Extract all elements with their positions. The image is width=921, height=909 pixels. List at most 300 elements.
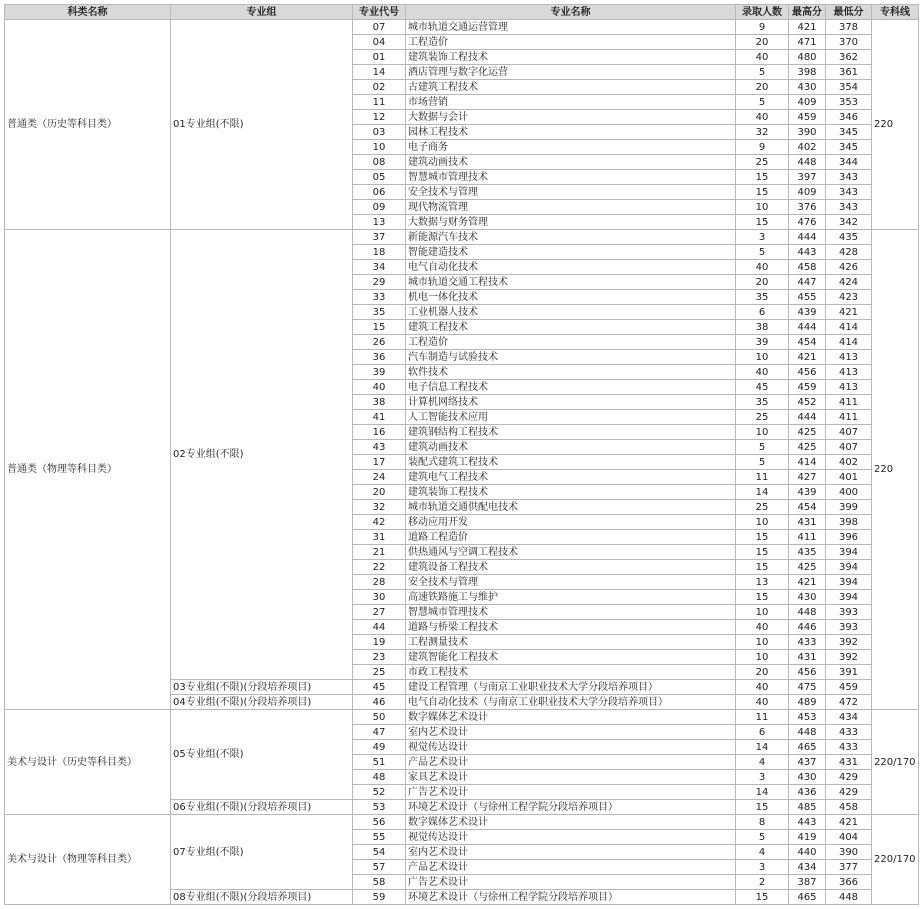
admitted-count-cell: 39 bbox=[736, 335, 789, 350]
major-name-cell: 工业机器人技术 bbox=[406, 305, 736, 320]
max-score-cell: 485 bbox=[789, 800, 826, 815]
major-name-cell: 视觉传达设计 bbox=[406, 830, 736, 845]
major-name-cell: 广告艺术设计 bbox=[406, 785, 736, 800]
major-code-cell: 38 bbox=[353, 395, 406, 410]
header-major-name: 专业名称 bbox=[406, 5, 736, 20]
major-name-cell: 移动应用开发 bbox=[406, 515, 736, 530]
major-name-cell: 建筑工程技术 bbox=[406, 320, 736, 335]
min-score-cell: 345 bbox=[826, 140, 872, 155]
major-code-cell: 45 bbox=[353, 680, 406, 695]
major-name-cell: 数字媒体艺术设计 bbox=[406, 815, 736, 830]
admitted-count-cell: 11 bbox=[736, 470, 789, 485]
admitted-count-cell: 5 bbox=[736, 245, 789, 260]
major-code-cell: 08 bbox=[353, 155, 406, 170]
max-score-cell: 443 bbox=[789, 245, 826, 260]
max-score-cell: 476 bbox=[789, 215, 826, 230]
header-group: 专业组 bbox=[171, 5, 353, 20]
major-code-cell: 41 bbox=[353, 410, 406, 425]
major-code-cell: 48 bbox=[353, 770, 406, 785]
min-score-cell: 411 bbox=[826, 395, 872, 410]
major-code-cell: 17 bbox=[353, 455, 406, 470]
major-code-cell: 23 bbox=[353, 650, 406, 665]
major-code-cell: 36 bbox=[353, 350, 406, 365]
min-score-cell: 414 bbox=[826, 320, 872, 335]
major-code-cell: 34 bbox=[353, 260, 406, 275]
max-score-cell: 402 bbox=[789, 140, 826, 155]
major-name-cell: 电子商务 bbox=[406, 140, 736, 155]
major-code-cell: 37 bbox=[353, 230, 406, 245]
major-name-cell: 智慧城市管理技术 bbox=[406, 605, 736, 620]
junior-line-cell: 220/170 bbox=[872, 815, 919, 905]
min-score-cell: 390 bbox=[826, 845, 872, 860]
min-score-cell: 378 bbox=[826, 20, 872, 35]
major-code-cell: 51 bbox=[353, 755, 406, 770]
table-row bbox=[5, 710, 919, 725]
admitted-count-cell: 3 bbox=[736, 860, 789, 875]
admitted-count-cell: 10 bbox=[736, 635, 789, 650]
major-code-cell: 02 bbox=[353, 80, 406, 95]
header-min-score: 最低分 bbox=[826, 5, 872, 20]
max-score-cell: 454 bbox=[789, 500, 826, 515]
table-body bbox=[5, 20, 919, 905]
min-score-cell: 407 bbox=[826, 440, 872, 455]
table-row bbox=[5, 815, 919, 830]
admitted-count-cell: 5 bbox=[736, 830, 789, 845]
major-code-cell: 03 bbox=[353, 125, 406, 140]
major-name-cell: 道路与桥梁工程技术 bbox=[406, 620, 736, 635]
major-name-cell: 家具艺术设计 bbox=[406, 770, 736, 785]
major-code-cell: 25 bbox=[353, 665, 406, 680]
admitted-count-cell: 5 bbox=[736, 95, 789, 110]
major-code-cell: 09 bbox=[353, 200, 406, 215]
junior-line-cell: 220 bbox=[872, 20, 919, 230]
min-score-cell: 377 bbox=[826, 860, 872, 875]
major-code-cell: 27 bbox=[353, 605, 406, 620]
major-code-cell: 13 bbox=[353, 215, 406, 230]
min-score-cell: 391 bbox=[826, 665, 872, 680]
major-name-cell: 电气自动化技术（与南京工业职业技术大学分段培养项目） bbox=[406, 695, 736, 710]
major-code-cell: 44 bbox=[353, 620, 406, 635]
group-name-cell: 02专业组(不限) bbox=[171, 230, 353, 680]
min-score-cell: 362 bbox=[826, 50, 872, 65]
admitted-count-cell: 6 bbox=[736, 305, 789, 320]
min-score-cell: 472 bbox=[826, 695, 872, 710]
admitted-count-cell: 10 bbox=[736, 350, 789, 365]
major-code-cell: 01 bbox=[353, 50, 406, 65]
min-score-cell: 354 bbox=[826, 80, 872, 95]
admitted-count-cell: 10 bbox=[736, 605, 789, 620]
min-score-cell: 421 bbox=[826, 305, 872, 320]
max-score-cell: 434 bbox=[789, 860, 826, 875]
major-code-cell: 30 bbox=[353, 590, 406, 605]
max-score-cell: 456 bbox=[789, 365, 826, 380]
major-code-cell: 18 bbox=[353, 245, 406, 260]
major-code-cell: 59 bbox=[353, 890, 406, 905]
max-score-cell: 489 bbox=[789, 695, 826, 710]
table-row bbox=[5, 20, 919, 35]
major-name-cell: 工程造价 bbox=[406, 35, 736, 50]
major-code-cell: 10 bbox=[353, 140, 406, 155]
max-score-cell: 480 bbox=[789, 50, 826, 65]
major-code-cell: 55 bbox=[353, 830, 406, 845]
max-score-cell: 387 bbox=[789, 875, 826, 890]
admitted-count-cell: 9 bbox=[736, 140, 789, 155]
admitted-count-cell: 40 bbox=[736, 680, 789, 695]
admitted-count-cell: 5 bbox=[736, 65, 789, 80]
major-name-cell: 建筑钢结构工程技术 bbox=[406, 425, 736, 440]
admitted-count-cell: 15 bbox=[736, 215, 789, 230]
admitted-count-cell: 5 bbox=[736, 455, 789, 470]
major-name-cell: 装配式建筑工程技术 bbox=[406, 455, 736, 470]
admitted-count-cell: 8 bbox=[736, 815, 789, 830]
max-score-cell: 471 bbox=[789, 35, 826, 50]
min-score-cell: 399 bbox=[826, 500, 872, 515]
major-name-cell: 电子信息工程技术 bbox=[406, 380, 736, 395]
min-score-cell: 414 bbox=[826, 335, 872, 350]
major-code-cell: 56 bbox=[353, 815, 406, 830]
max-score-cell: 453 bbox=[789, 710, 826, 725]
major-name-cell: 安全技术与管理 bbox=[406, 185, 736, 200]
major-code-cell: 12 bbox=[353, 110, 406, 125]
min-score-cell: 394 bbox=[826, 560, 872, 575]
min-score-cell: 407 bbox=[826, 425, 872, 440]
max-score-cell: 409 bbox=[789, 185, 826, 200]
major-name-cell: 建筑装饰工程技术 bbox=[406, 485, 736, 500]
admitted-count-cell: 20 bbox=[736, 665, 789, 680]
min-score-cell: 343 bbox=[826, 185, 872, 200]
min-score-cell: 393 bbox=[826, 620, 872, 635]
max-score-cell: 376 bbox=[789, 200, 826, 215]
admitted-count-cell: 13 bbox=[736, 575, 789, 590]
max-score-cell: 455 bbox=[789, 290, 826, 305]
max-score-cell: 430 bbox=[789, 770, 826, 785]
major-name-cell: 建设工程管理（与南京工业职业技术大学分段培养项目） bbox=[406, 680, 736, 695]
admitted-count-cell: 10 bbox=[736, 515, 789, 530]
category-name-cell: 普通类（历史等科目类） bbox=[5, 20, 171, 230]
admitted-count-cell: 35 bbox=[736, 290, 789, 305]
min-score-cell: 401 bbox=[826, 470, 872, 485]
major-name-cell: 建筑动画技术 bbox=[406, 155, 736, 170]
major-name-cell: 机电一体化技术 bbox=[406, 290, 736, 305]
max-score-cell: 459 bbox=[789, 110, 826, 125]
max-score-cell: 437 bbox=[789, 755, 826, 770]
max-score-cell: 421 bbox=[789, 20, 826, 35]
max-score-cell: 409 bbox=[789, 95, 826, 110]
group-name-cell: 06专业组(不限)(分段培养项目) bbox=[171, 800, 353, 815]
max-score-cell: 454 bbox=[789, 335, 826, 350]
major-code-cell: 16 bbox=[353, 425, 406, 440]
major-name-cell: 视觉传达设计 bbox=[406, 740, 736, 755]
header-major-code: 专业代号 bbox=[353, 5, 406, 20]
min-score-cell: 413 bbox=[826, 380, 872, 395]
max-score-cell: 456 bbox=[789, 665, 826, 680]
min-score-cell: 426 bbox=[826, 260, 872, 275]
max-score-cell: 452 bbox=[789, 395, 826, 410]
junior-line-cell: 220 bbox=[872, 230, 919, 710]
max-score-cell: 465 bbox=[789, 740, 826, 755]
min-score-cell: 392 bbox=[826, 635, 872, 650]
group-name-cell: 03专业组(不限)(分段培养项目) bbox=[171, 680, 353, 695]
max-score-cell: 414 bbox=[789, 455, 826, 470]
major-code-cell: 15 bbox=[353, 320, 406, 335]
admitted-count-cell: 40 bbox=[736, 50, 789, 65]
major-name-cell: 人工智能技术应用 bbox=[406, 410, 736, 425]
max-score-cell: 421 bbox=[789, 350, 826, 365]
group-name-cell: 01专业组(不限) bbox=[171, 20, 353, 230]
max-score-cell: 425 bbox=[789, 560, 826, 575]
major-name-cell: 室内艺术设计 bbox=[406, 845, 736, 860]
min-score-cell: 413 bbox=[826, 365, 872, 380]
max-score-cell: 425 bbox=[789, 440, 826, 455]
min-score-cell: 394 bbox=[826, 575, 872, 590]
admitted-count-cell: 40 bbox=[736, 260, 789, 275]
max-score-cell: 444 bbox=[789, 410, 826, 425]
max-score-cell: 475 bbox=[789, 680, 826, 695]
admitted-count-cell: 15 bbox=[736, 545, 789, 560]
min-score-cell: 421 bbox=[826, 815, 872, 830]
major-code-cell: 40 bbox=[353, 380, 406, 395]
admitted-count-cell: 11 bbox=[736, 710, 789, 725]
major-code-cell: 33 bbox=[353, 290, 406, 305]
group-name-cell: 07专业组(不限) bbox=[171, 815, 353, 890]
max-score-cell: 446 bbox=[789, 620, 826, 635]
category-name-cell: 美术与设计（历史等科目类） bbox=[5, 710, 171, 815]
major-name-cell: 建筑动画技术 bbox=[406, 440, 736, 455]
max-score-cell: 440 bbox=[789, 845, 826, 860]
major-code-cell: 29 bbox=[353, 275, 406, 290]
major-code-cell: 14 bbox=[353, 65, 406, 80]
max-score-cell: 435 bbox=[789, 545, 826, 560]
max-score-cell: 459 bbox=[789, 380, 826, 395]
admitted-count-cell: 40 bbox=[736, 695, 789, 710]
admitted-count-cell: 9 bbox=[736, 20, 789, 35]
admitted-count-cell: 14 bbox=[736, 785, 789, 800]
min-score-cell: 394 bbox=[826, 545, 872, 560]
major-name-cell: 城市轨道交通工程技术 bbox=[406, 275, 736, 290]
admitted-count-cell: 32 bbox=[736, 125, 789, 140]
admitted-count-cell: 45 bbox=[736, 380, 789, 395]
min-score-cell: 429 bbox=[826, 785, 872, 800]
major-name-cell: 市场营销 bbox=[406, 95, 736, 110]
admitted-count-cell: 25 bbox=[736, 155, 789, 170]
major-code-cell: 19 bbox=[353, 635, 406, 650]
max-score-cell: 448 bbox=[789, 605, 826, 620]
major-name-cell: 智慧城市管理技术 bbox=[406, 170, 736, 185]
admitted-count-cell: 10 bbox=[736, 200, 789, 215]
max-score-cell: 447 bbox=[789, 275, 826, 290]
major-code-cell: 43 bbox=[353, 440, 406, 455]
major-name-cell: 软件技术 bbox=[406, 365, 736, 380]
header-category: 科类名称 bbox=[5, 5, 171, 20]
admissions-table bbox=[4, 4, 919, 905]
admitted-count-cell: 15 bbox=[736, 800, 789, 815]
major-name-cell: 数字媒体艺术设计 bbox=[406, 710, 736, 725]
min-score-cell: 435 bbox=[826, 230, 872, 245]
major-code-cell: 31 bbox=[353, 530, 406, 545]
major-code-cell: 22 bbox=[353, 560, 406, 575]
min-score-cell: 413 bbox=[826, 350, 872, 365]
min-score-cell: 402 bbox=[826, 455, 872, 470]
major-name-cell: 产品艺术设计 bbox=[406, 755, 736, 770]
min-score-cell: 343 bbox=[826, 200, 872, 215]
min-score-cell: 458 bbox=[826, 800, 872, 815]
admitted-count-cell: 15 bbox=[736, 530, 789, 545]
min-score-cell: 394 bbox=[826, 590, 872, 605]
min-score-cell: 433 bbox=[826, 740, 872, 755]
max-score-cell: 443 bbox=[789, 815, 826, 830]
major-name-cell: 工程造价 bbox=[406, 335, 736, 350]
major-code-cell: 58 bbox=[353, 875, 406, 890]
admitted-count-cell: 10 bbox=[736, 650, 789, 665]
max-score-cell: 427 bbox=[789, 470, 826, 485]
major-name-cell: 园林工程技术 bbox=[406, 125, 736, 140]
major-name-cell: 建筑智能化工程技术 bbox=[406, 650, 736, 665]
major-name-cell: 广告艺术设计 bbox=[406, 875, 736, 890]
junior-line-cell: 220/170 bbox=[872, 710, 919, 815]
min-score-cell: 448 bbox=[826, 890, 872, 905]
major-code-cell: 20 bbox=[353, 485, 406, 500]
min-score-cell: 392 bbox=[826, 650, 872, 665]
admitted-count-cell: 15 bbox=[736, 170, 789, 185]
admitted-count-cell: 4 bbox=[736, 845, 789, 860]
max-score-cell: 436 bbox=[789, 785, 826, 800]
major-code-cell: 04 bbox=[353, 35, 406, 50]
admitted-count-cell: 2 bbox=[736, 875, 789, 890]
major-code-cell: 50 bbox=[353, 710, 406, 725]
min-score-cell: 345 bbox=[826, 125, 872, 140]
major-code-cell: 21 bbox=[353, 545, 406, 560]
admitted-count-cell: 14 bbox=[736, 485, 789, 500]
min-score-cell: 396 bbox=[826, 530, 872, 545]
max-score-cell: 448 bbox=[789, 725, 826, 740]
major-name-cell: 智能建造技术 bbox=[406, 245, 736, 260]
major-code-cell: 52 bbox=[353, 785, 406, 800]
header-admitted: 录取人数 bbox=[736, 5, 789, 20]
major-name-cell: 安全技术与管理 bbox=[406, 575, 736, 590]
min-score-cell: 398 bbox=[826, 515, 872, 530]
admitted-count-cell: 25 bbox=[736, 410, 789, 425]
min-score-cell: 366 bbox=[826, 875, 872, 890]
major-name-cell: 现代物流管理 bbox=[406, 200, 736, 215]
min-score-cell: 353 bbox=[826, 95, 872, 110]
max-score-cell: 465 bbox=[789, 890, 826, 905]
major-name-cell: 供热通风与空调工程技术 bbox=[406, 545, 736, 560]
admitted-count-cell: 15 bbox=[736, 560, 789, 575]
max-score-cell: 444 bbox=[789, 320, 826, 335]
major-name-cell: 市政工程技术 bbox=[406, 665, 736, 680]
min-score-cell: 361 bbox=[826, 65, 872, 80]
admitted-count-cell: 20 bbox=[736, 35, 789, 50]
major-code-cell: 24 bbox=[353, 470, 406, 485]
major-name-cell: 计算机网络技术 bbox=[406, 395, 736, 410]
header-max-score: 最高分 bbox=[789, 5, 826, 20]
group-name-cell: 05专业组(不限) bbox=[171, 710, 353, 800]
group-name-cell: 04专业组(不限)(分段培养项目) bbox=[171, 695, 353, 710]
min-score-cell: 429 bbox=[826, 770, 872, 785]
major-name-cell: 汽车制造与试验技术 bbox=[406, 350, 736, 365]
major-name-cell: 城市轨道交通运营管理 bbox=[406, 20, 736, 35]
major-name-cell: 建筑设备工程技术 bbox=[406, 560, 736, 575]
major-name-cell: 新能源汽车技术 bbox=[406, 230, 736, 245]
major-code-cell: 05 bbox=[353, 170, 406, 185]
category-name-cell: 普通类（物理等科目类） bbox=[5, 230, 171, 710]
max-score-cell: 433 bbox=[789, 635, 826, 650]
max-score-cell: 444 bbox=[789, 230, 826, 245]
min-score-cell: 434 bbox=[826, 710, 872, 725]
min-score-cell: 459 bbox=[826, 680, 872, 695]
max-score-cell: 411 bbox=[789, 530, 826, 545]
major-name-cell: 产品艺术设计 bbox=[406, 860, 736, 875]
max-score-cell: 425 bbox=[789, 425, 826, 440]
admitted-count-cell: 25 bbox=[736, 500, 789, 515]
major-code-cell: 06 bbox=[353, 185, 406, 200]
min-score-cell: 343 bbox=[826, 170, 872, 185]
min-score-cell: 428 bbox=[826, 245, 872, 260]
min-score-cell: 344 bbox=[826, 155, 872, 170]
major-code-cell: 53 bbox=[353, 800, 406, 815]
major-code-cell: 39 bbox=[353, 365, 406, 380]
major-name-cell: 环境艺术设计（与徐州工程学院分段培养项目） bbox=[406, 800, 736, 815]
major-name-cell: 建筑装饰工程技术 bbox=[406, 50, 736, 65]
major-code-cell: 54 bbox=[353, 845, 406, 860]
max-score-cell: 439 bbox=[789, 305, 826, 320]
min-score-cell: 423 bbox=[826, 290, 872, 305]
major-name-cell: 城市轨道交通供配电技术 bbox=[406, 500, 736, 515]
major-name-cell: 高速铁路施工与维护 bbox=[406, 590, 736, 605]
max-score-cell: 431 bbox=[789, 515, 826, 530]
max-score-cell: 431 bbox=[789, 650, 826, 665]
min-score-cell: 370 bbox=[826, 35, 872, 50]
admitted-count-cell: 14 bbox=[736, 740, 789, 755]
min-score-cell: 400 bbox=[826, 485, 872, 500]
category-name-cell: 美术与设计（物理等科目类） bbox=[5, 815, 171, 905]
max-score-cell: 419 bbox=[789, 830, 826, 845]
admitted-count-cell: 3 bbox=[736, 230, 789, 245]
header-row bbox=[5, 5, 919, 20]
max-score-cell: 421 bbox=[789, 575, 826, 590]
major-name-cell: 电气自动化技术 bbox=[406, 260, 736, 275]
header-junior-line: 专科线 bbox=[872, 5, 919, 20]
major-name-cell: 环境艺术设计（与徐州工程学院分段培养项目） bbox=[406, 890, 736, 905]
admitted-count-cell: 10 bbox=[736, 425, 789, 440]
major-code-cell: 47 bbox=[353, 725, 406, 740]
major-name-cell: 道路工程造价 bbox=[406, 530, 736, 545]
admitted-count-cell: 35 bbox=[736, 395, 789, 410]
max-score-cell: 458 bbox=[789, 260, 826, 275]
major-code-cell: 07 bbox=[353, 20, 406, 35]
admitted-count-cell: 38 bbox=[736, 320, 789, 335]
major-name-cell: 工程测量技术 bbox=[406, 635, 736, 650]
major-code-cell: 42 bbox=[353, 515, 406, 530]
major-code-cell: 28 bbox=[353, 575, 406, 590]
max-score-cell: 430 bbox=[789, 590, 826, 605]
group-name-cell: 08专业组(不限)(分段培养项目) bbox=[171, 890, 353, 905]
admitted-count-cell: 15 bbox=[736, 890, 789, 905]
admitted-count-cell: 20 bbox=[736, 275, 789, 290]
max-score-cell: 448 bbox=[789, 155, 826, 170]
admitted-count-cell: 40 bbox=[736, 620, 789, 635]
major-name-cell: 大数据与财务管理 bbox=[406, 215, 736, 230]
major-name-cell: 古建筑工程技术 bbox=[406, 80, 736, 95]
major-code-cell: 49 bbox=[353, 740, 406, 755]
admitted-count-cell: 15 bbox=[736, 185, 789, 200]
admitted-count-cell: 4 bbox=[736, 755, 789, 770]
min-score-cell: 342 bbox=[826, 215, 872, 230]
min-score-cell: 346 bbox=[826, 110, 872, 125]
min-score-cell: 404 bbox=[826, 830, 872, 845]
major-name-cell: 建筑电气工程技术 bbox=[406, 470, 736, 485]
min-score-cell: 433 bbox=[826, 725, 872, 740]
